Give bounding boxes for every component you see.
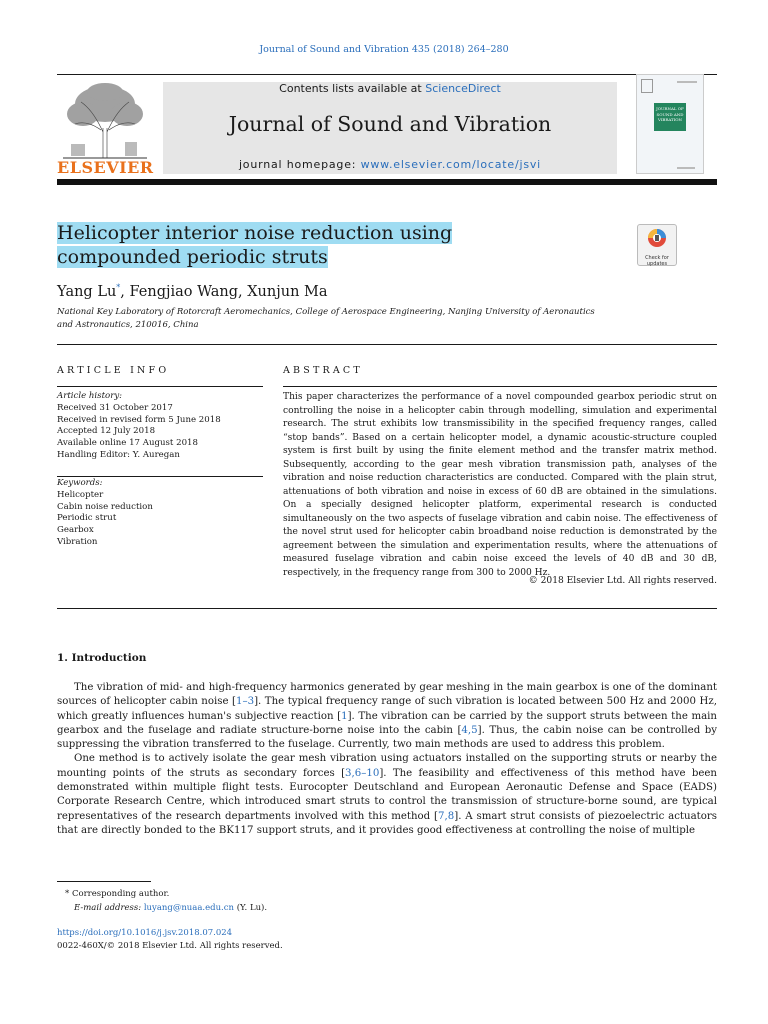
text-run: ]. The typical frequency range of such vibration is located between 500 Hz and 2000 Hz, which greatly influences human's subjective reaction [ xyxy=(57,696,717,722)
doi-block xyxy=(57,927,283,953)
abstract-heading: ABSTRACT xyxy=(283,365,363,376)
sciencedirect-link[interactable]: ScienceDirect xyxy=(425,82,501,95)
history-item: Accepted 12 July 2018 xyxy=(57,426,156,437)
footnote xyxy=(57,888,267,915)
abstract-end-divider xyxy=(57,608,717,609)
reference-link[interactable]: 1 xyxy=(341,710,348,722)
text-run: The vibration of mid- and high-frequency harmonics generated by gear meshing in the main gearbox is one of the dominant sources of helicopter cabin noise [ xyxy=(57,682,717,708)
issn-line: 0022-460X/© 2018 Elsevier Ltd. All rights reserved. xyxy=(57,941,283,951)
reference-link[interactable]: 4,5 xyxy=(461,724,478,736)
text-run: ]. The feasibility and effectiveness of this method have been demonstrated within multiple flight tests. Eurocopter Deutschland and European Aeronautic Defense and Space (EADS) Corporate Research Centre, which introduced smart struts to control the transmission of structure-borne sound, are typical representatives of the research departments involved with this method [ xyxy=(57,767,717,822)
elsevier-wordmark: ELSEVIER xyxy=(57,158,154,177)
header-thick-rule xyxy=(57,179,717,185)
reference-link[interactable]: 7,8 xyxy=(438,810,455,822)
paper-title xyxy=(57,221,577,269)
contents-prefix: Contents lists available at xyxy=(279,82,426,95)
keyword-item: Vibration xyxy=(57,536,98,547)
doi-link[interactable]: https://doi.org/10.1016/j.jsv.2018.07.024 xyxy=(57,928,233,938)
co-authors: , Fengjiao Wang, Xunjun Ma xyxy=(120,283,328,300)
history-item: Received in revised form 5 June 2018 xyxy=(57,414,221,425)
paragraph xyxy=(57,681,717,752)
abstract-body: This paper characterizes the performance of a novel compounded gearbox periodic strut on controlling the noise in a helicopter cabin through modelling, simulation and experimental research. The strut exhibits low transmissibility in the specified frequency ranges, called “stop bands”. Based on a certain helicopter model, a dynamic acoustic-structure coupled system is first built by using the finite element method and the transfer matrix method. Subsequently, according to the gear mesh vibration transmission path, analyses of the vibration and noise reduction characteristics are conducted. Compared with the plain strut, attenuations of both vibration and noise in excess of 60 dB are obtained in the simulations. On a specially designed helicopter platform, experimental research is conducted simultaneously on the two aspects of fuselage vibration and cabin noise. The effectiveness of the novel strut used for helicopter cabin broadband noise reduction is demonstrated by the agreement between the simulation and experimentation results, where the attenuations of measured fuselage vibration and cabin noise exceed the levels of 40 dB and 30 dB, respectively, in the frequency range from 300 to 2000 Hz. xyxy=(283,392,717,578)
journal-homepage-line xyxy=(163,158,617,171)
check-for-updates-badge[interactable] xyxy=(637,224,677,266)
check-updates-label: Check for updates xyxy=(645,255,669,267)
footnote-divider xyxy=(57,881,151,882)
cover-footer-rule-icon xyxy=(677,167,695,169)
header-divider xyxy=(57,74,717,75)
journal-title: Journal of Sound and Vibration xyxy=(228,112,552,136)
introduction-heading: 1. Introduction xyxy=(57,652,147,664)
introduction-body xyxy=(57,681,717,838)
keyword-item: Gearbox xyxy=(57,525,94,536)
keywords xyxy=(57,478,267,549)
cover-rule-icon xyxy=(677,81,697,83)
email-link[interactable]: luyang@nuaa.edu.cn xyxy=(143,902,234,913)
cover-logo-icon xyxy=(641,79,653,93)
email-suffix: (Y. Lu). xyxy=(234,902,268,913)
article-info-heading: ARTICLE INFO xyxy=(57,365,170,376)
text-run: ]. Thus, the cabin noise can be controlled by suppressing the vibration transferred to the fuselage. Currently, two main methods are used to address this problem. xyxy=(57,724,717,751)
contents-line xyxy=(163,82,617,95)
abstract-copyright: © 2018 Elsevier Ltd. All rights reserved. xyxy=(528,576,717,586)
history-item: Received 31 October 2017 xyxy=(57,402,173,413)
title-divider xyxy=(57,344,717,345)
first-author: Yang Lu xyxy=(57,283,117,300)
author-list xyxy=(57,283,328,300)
homepage-prefix: journal homepage: xyxy=(238,158,361,171)
abstract-divider xyxy=(283,386,717,387)
check-updates-icon xyxy=(638,225,676,251)
email-line xyxy=(57,902,267,916)
homepage-link[interactable]: www.elsevier.com/locate/jsvi xyxy=(360,158,542,171)
keyword-item: Cabin noise reduction xyxy=(57,501,153,512)
history-label: Article history: xyxy=(57,391,123,401)
keywords-divider xyxy=(57,476,263,477)
cover-title-box: JOURNAL OF SOUND AND VIBRATION xyxy=(654,103,686,131)
history-item: Handling Editor: Y. Auregan xyxy=(57,449,180,460)
keywords-label: Keywords: xyxy=(57,478,103,488)
reference-link[interactable]: 1–3 xyxy=(236,696,255,708)
history-item: Available online 17 August 2018 xyxy=(57,438,198,449)
email-label: E-mail address: xyxy=(74,902,144,913)
keyword-item: Helicopter xyxy=(57,489,104,500)
paper-title-text: Helicopter interior noise reduction using compounded periodic struts xyxy=(57,222,453,268)
text-run: One method is to actively isolate the gear mesh vibration using actuators installed on the supporting struts or nearby the mounting points of the struts as secondary forces [ xyxy=(57,753,717,779)
corresponding-author-mark[interactable]: * xyxy=(116,283,121,292)
paragraph xyxy=(57,752,717,838)
journal-citation-link[interactable]: Journal of Sound and Vibration 435 (2018) 264–280 xyxy=(259,44,509,55)
reference-link[interactable]: 3,6–10 xyxy=(345,767,380,779)
journal-cover-thumbnail[interactable] xyxy=(636,74,704,174)
article-info-divider xyxy=(57,386,263,387)
article-history xyxy=(57,391,267,462)
text-run: ]. The vibration can be carried by the support struts between the main gearbox and the fuselage and radiate structure-borne noise into the cabin [ xyxy=(57,710,717,736)
affiliation: National Key Laboratory of Rotorcraft Aeromechanics, College of Aerospace Engineering, Nanjing University of Aeronautics and Astronautics, 210016, China xyxy=(57,307,595,330)
keyword-item: Periodic strut xyxy=(57,513,117,524)
text-run: ]. A smart strut consists of piezoelectric actuators that are directly bonded to the BK117 support struts, and it provides good effectiveness at controlling the noise of multiple xyxy=(57,810,717,836)
corresponding-author-note: * Corresponding author. xyxy=(65,889,170,899)
